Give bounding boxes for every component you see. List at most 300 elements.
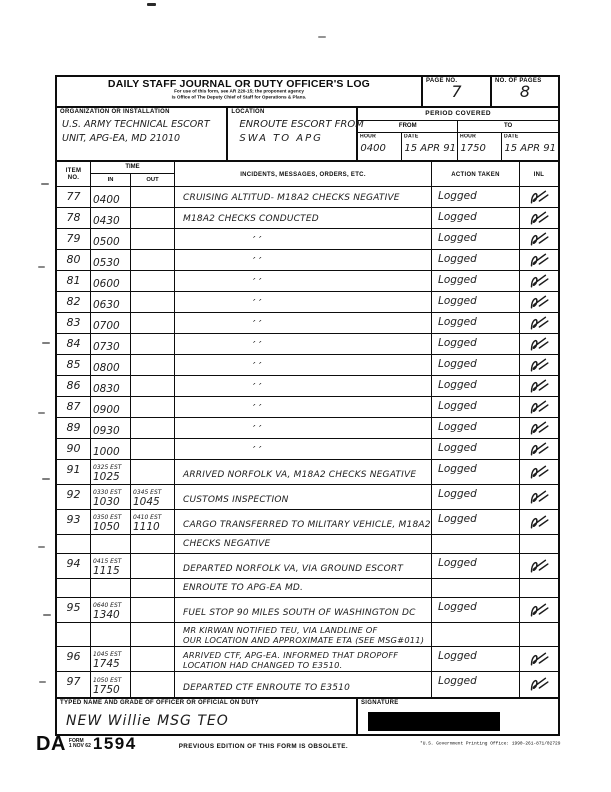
incident-text: DEPARTED NORFOLK VA, VIA GROUND ESCORT — [183, 564, 404, 574]
location-block — [228, 108, 364, 160]
incidents-cell — [175, 187, 432, 207]
page-no-label: PAGE NO. — [426, 78, 458, 84]
incidents-cell — [175, 334, 432, 354]
action-taken: Logged — [432, 672, 520, 697]
incidents-cell — [175, 355, 432, 375]
initials-cell — [520, 397, 558, 417]
action-taken: Logged — [432, 647, 520, 671]
time-out-est: 0345 EST — [133, 489, 162, 496]
action-taken: Logged — [432, 208, 520, 228]
time-in-value: 0700 — [93, 320, 120, 332]
table-column-headers — [57, 160, 558, 186]
initials-cell — [520, 535, 558, 553]
initials-scribble — [526, 229, 552, 248]
location-value — [231, 116, 364, 146]
initials-cell — [520, 579, 558, 597]
initials-scribble — [526, 512, 552, 531]
initials-cell — [520, 292, 558, 312]
col-in: IN — [91, 174, 131, 187]
time-in — [91, 485, 131, 509]
action-taken: Logged — [432, 187, 520, 207]
time-in — [91, 672, 131, 697]
typed-name-label: TYPED NAME AND GRADE OF OFFICER OR OFFICIAL ON DUTY — [60, 700, 259, 706]
table-row — [57, 672, 558, 697]
organization-block — [57, 108, 228, 160]
title-block — [57, 77, 423, 106]
table-row — [57, 647, 558, 672]
item-no: 95 — [57, 598, 91, 622]
page-no-value: 7 — [451, 82, 462, 101]
time-in — [91, 271, 131, 291]
item-no: 78 — [57, 208, 91, 228]
initials-cell — [520, 554, 558, 578]
incidents-cell — [175, 510, 432, 534]
form-number: 1594 — [92, 734, 137, 753]
item-no — [57, 579, 91, 597]
item-no — [57, 535, 91, 553]
scan-artifact — [38, 266, 45, 268]
incident-text: ENROUTE TO APG-EA MD. — [183, 583, 304, 593]
initials-cell — [520, 229, 558, 249]
initials-scribble — [526, 418, 552, 437]
table-row — [57, 187, 558, 208]
time-out — [131, 418, 175, 438]
ditto-mark: ′ ′ — [253, 402, 262, 415]
item-no: 91 — [57, 460, 91, 484]
table-row — [57, 485, 558, 510]
col-in-out — [91, 174, 174, 187]
time-in-value: 1050 — [93, 521, 120, 533]
table-row — [57, 313, 558, 334]
initials-cell — [520, 376, 558, 396]
incident-text: CUSTOMS INSPECTION — [183, 495, 289, 505]
table-row — [57, 376, 558, 397]
time-in-est: 0330 EST — [93, 489, 122, 496]
time-in-value: 1745 — [93, 658, 120, 670]
typed-name-block — [57, 699, 358, 734]
form-subtitle-line2: is Office of The Deputy Chief of Staff for Operations & Plans. — [171, 94, 307, 100]
item-no: 97 — [57, 672, 91, 697]
scan-artifact — [38, 412, 45, 414]
incident-text: CARGO TRANSFERRED TO MILITARY VEHICLE, M18A2 — [183, 520, 431, 530]
incidents-cell — [175, 313, 432, 333]
form-edition — [69, 739, 91, 749]
incidents-cell — [175, 418, 432, 438]
table-row — [57, 292, 558, 313]
initials-cell — [520, 598, 558, 622]
table-row — [57, 554, 558, 579]
time-in — [91, 460, 131, 484]
scan-artifact — [38, 546, 45, 548]
incidents-cell — [175, 208, 432, 228]
from-date-value: 15 APR 91 — [404, 143, 456, 154]
initials-cell — [520, 250, 558, 270]
table-row — [57, 535, 558, 554]
time-out — [131, 208, 175, 228]
time-in-value: 0800 — [93, 362, 120, 374]
time-in — [91, 229, 131, 249]
action-taken: Logged — [432, 397, 520, 417]
to-date-value: 15 APR 91 — [504, 143, 556, 154]
time-in-est: 0415 EST — [93, 558, 122, 565]
item-no: 83 — [57, 313, 91, 333]
incidents-cell — [175, 271, 432, 291]
action-taken — [432, 623, 520, 646]
action-taken: Logged — [432, 376, 520, 396]
form-footer — [36, 734, 348, 754]
time-in — [91, 397, 131, 417]
action-taken: Logged — [432, 598, 520, 622]
action-taken: Logged — [432, 271, 520, 291]
item-no: 79 — [57, 229, 91, 249]
initials-scribble — [526, 271, 552, 290]
time-in-value: 1030 — [93, 496, 120, 508]
initials-cell — [520, 510, 558, 534]
hour-date-cells — [358, 133, 558, 160]
table-row — [57, 439, 558, 460]
incidents-cell — [175, 460, 432, 484]
form-title: DAILY STAFF JOURNAL OR DUTY OFFICER'S LOG — [107, 78, 371, 90]
item-no: 93 — [57, 510, 91, 534]
item-no: 94 — [57, 554, 91, 578]
time-in — [91, 376, 131, 396]
incident-text: CRUISING ALTITUD- M18A2 CHECKS NEGATIVE — [183, 193, 400, 203]
time-in — [91, 250, 131, 270]
incidents-cell — [175, 376, 432, 396]
item-no: 81 — [57, 271, 91, 291]
table-row — [57, 510, 558, 535]
action-taken: Logged — [432, 460, 520, 484]
incidents-cell — [175, 292, 432, 312]
location-line2: SWA TO APG — [239, 133, 323, 144]
action-taken: Logged — [432, 292, 520, 312]
initials-cell — [520, 485, 558, 509]
item-no: 80 — [57, 250, 91, 270]
initials-scribble — [526, 649, 552, 668]
incident-text: FUEL STOP 90 MILES SOUTH OF WASHINGTON DC — [183, 608, 416, 618]
time-out — [131, 485, 175, 509]
time-in-value: 0830 — [93, 383, 120, 395]
initials-cell — [520, 334, 558, 354]
item-no: 86 — [57, 376, 91, 396]
time-in-value: 0730 — [93, 341, 120, 353]
initials-scribble — [526, 187, 552, 206]
time-in-est: 0325 EST — [93, 464, 122, 471]
table-row — [57, 460, 558, 485]
initials-scribble — [526, 334, 552, 353]
item-no: 77 — [57, 187, 91, 207]
initials-cell — [520, 647, 558, 671]
incident-text: DEPARTED CTF ENROUTE TO E3510 — [183, 683, 351, 693]
initials-cell — [520, 460, 558, 484]
time-out — [131, 355, 175, 375]
item-no: 85 — [57, 355, 91, 375]
incidents-cell — [175, 397, 432, 417]
gpo-note: *U.S. Government Printing Office: 1990-261-871/02729 — [420, 741, 561, 747]
organization-label: ORGANIZATION OR INSTALLATION — [60, 109, 170, 115]
from-label: FROM — [358, 121, 458, 132]
time-in — [91, 510, 131, 534]
time-in-value: 1025 — [93, 471, 120, 483]
initials-scribble — [526, 355, 552, 374]
incident-text: M18A2 CHECKS CONDUCTED — [183, 214, 319, 224]
col-item-line1: ITEM — [65, 167, 82, 174]
time-in-value: 0930 — [93, 425, 120, 437]
item-no — [57, 623, 91, 646]
time-in — [91, 439, 131, 459]
col-item-no — [57, 162, 91, 187]
ditto-mark: ′ ′ — [253, 318, 262, 331]
time-in-value: 1750 — [93, 684, 120, 696]
item-no: 96 — [57, 647, 91, 671]
form-header-2 — [57, 106, 558, 160]
time-in-value: 0900 — [93, 404, 120, 416]
initials-scribble — [526, 556, 552, 575]
time-out — [131, 397, 175, 417]
action-taken — [432, 579, 520, 597]
organization-value — [60, 116, 223, 146]
time-out-est: 0410 EST — [133, 514, 162, 521]
time-out — [131, 250, 175, 270]
da-form-1594 — [55, 75, 560, 736]
table-row — [57, 598, 558, 623]
scan-artifact — [42, 342, 50, 344]
scan-artifact — [41, 183, 49, 185]
incidents-cell — [175, 579, 432, 597]
time-in — [91, 292, 131, 312]
scan-artifact — [42, 478, 50, 480]
to-hour-value: 1750 — [460, 143, 486, 154]
col-out: OUT — [146, 177, 159, 183]
time-in-est: 0640 EST — [93, 602, 122, 609]
table-row — [57, 229, 558, 250]
ditto-mark: ′ ′ — [253, 339, 262, 352]
incidents-cell — [175, 229, 432, 249]
col-incidents: INCIDENTS, MESSAGES, ORDERS, ETC. — [175, 162, 432, 187]
initials-cell — [520, 271, 558, 291]
time-out — [131, 623, 175, 646]
incidents-cell — [175, 647, 432, 671]
initials-scribble — [526, 487, 552, 506]
incident-text: CHECKS NEGATIVE — [183, 539, 271, 549]
period-covered-block — [358, 108, 558, 160]
ditto-mark: ′ ′ — [253, 276, 262, 289]
initials-scribble — [526, 313, 552, 332]
time-in — [91, 598, 131, 622]
scan-artifact — [39, 681, 46, 683]
form-subtitle-line1: For use of this form, see AR 220-15; the proponent agency — [174, 89, 304, 94]
obsolete-note: PREVIOUS EDITION OF THIS FORM IS OBSOLETE. — [178, 743, 349, 750]
location-line1: ENROUTE ESCORT FROM — [239, 119, 364, 130]
time-out-value: 1045 — [133, 496, 160, 508]
incidents-cell — [175, 598, 432, 622]
from-date-cell — [402, 133, 458, 160]
time-out — [131, 187, 175, 207]
col-initials: INL — [533, 171, 545, 178]
initials-cell — [520, 418, 558, 438]
incidents-cell — [175, 672, 432, 697]
table-row — [57, 334, 558, 355]
action-taken: Logged — [432, 510, 520, 534]
action-taken: Logged — [432, 334, 520, 354]
time-out — [131, 598, 175, 622]
time-out — [131, 647, 175, 671]
incidents-cell — [175, 554, 432, 578]
incidents-cell — [175, 535, 432, 553]
table-row — [57, 355, 558, 376]
table-row — [57, 250, 558, 271]
action-taken: Logged — [432, 418, 520, 438]
to-date-cell — [502, 133, 558, 160]
item-no: 87 — [57, 397, 91, 417]
table-row — [57, 271, 558, 292]
time-in — [91, 355, 131, 375]
item-no: 90 — [57, 439, 91, 459]
from-date-label: DATE — [404, 134, 419, 140]
time-out — [131, 579, 175, 597]
time-out — [131, 439, 175, 459]
time-out — [131, 510, 175, 534]
time-in-value: 1000 — [93, 446, 120, 458]
initials-cell — [520, 187, 558, 207]
signature-band — [57, 697, 558, 734]
table-row — [57, 418, 558, 439]
time-out — [131, 271, 175, 291]
action-taken: Logged — [432, 554, 520, 578]
action-taken: Logged — [432, 250, 520, 270]
incident-text: OUR LOCATION AND APPROXIMATE ETA (SEE MSG#011) — [183, 635, 425, 645]
time-in-value: 0600 — [93, 278, 120, 290]
time-in — [91, 535, 131, 553]
time-out — [131, 535, 175, 553]
time-in — [91, 334, 131, 354]
typed-name-value: NEW Willie MSG TEO — [66, 713, 229, 729]
incident-text: LOCATION HAD CHANGED TO E3510. — [183, 660, 343, 670]
item-no: 82 — [57, 292, 91, 312]
no-of-pages-value: 8 — [519, 82, 531, 101]
initials-scribble — [526, 439, 552, 458]
ditto-mark: ′ ′ — [253, 297, 262, 310]
initials-scribble — [526, 292, 552, 311]
time-in — [91, 187, 131, 207]
ditto-mark: ′ ′ — [253, 360, 262, 373]
col-action-taken: ACTION TAKEN — [432, 162, 520, 187]
action-taken: Logged — [432, 229, 520, 249]
time-in-value: 1340 — [93, 609, 120, 621]
time-in-value: 0530 — [93, 257, 120, 269]
ditto-mark: ′ ′ — [253, 444, 262, 457]
initials-cell — [520, 313, 558, 333]
ditto-mark: ′ ′ — [253, 234, 262, 247]
initials-scribble — [526, 376, 552, 395]
table-row — [57, 397, 558, 418]
initials-scribble — [526, 208, 552, 227]
col-time: TIME — [91, 162, 174, 174]
item-no: 92 — [57, 485, 91, 509]
no-of-pages-block — [492, 77, 558, 106]
incidents-cell — [175, 623, 432, 646]
time-in-value: 0630 — [93, 299, 120, 311]
incidents-cell — [175, 485, 432, 509]
time-in — [91, 554, 131, 578]
incidents-cell — [175, 250, 432, 270]
time-in — [91, 647, 131, 671]
page-no-block — [423, 77, 492, 106]
ditto-mark: ′ ′ — [253, 381, 262, 394]
table-row — [57, 208, 558, 229]
col-item-line2: NO. — [67, 174, 80, 181]
from-to-header — [358, 121, 558, 133]
time-in-value: 0430 — [93, 215, 120, 227]
log-entries — [57, 186, 558, 697]
scan-artifact — [43, 614, 51, 616]
initials-cell — [520, 355, 558, 375]
incident-text: ARRIVED CTF, APG-EA. INFORMED THAT DROPOFF — [183, 650, 399, 660]
redacted-signature — [368, 712, 500, 731]
initials-scribble — [526, 675, 552, 694]
table-row — [57, 623, 558, 647]
time-out-value: 1110 — [133, 521, 160, 533]
time-in — [91, 623, 131, 646]
action-taken: Logged — [432, 485, 520, 509]
initials-cell — [520, 208, 558, 228]
form-word: FORM — [68, 738, 84, 744]
from-hour-value: 0400 — [360, 143, 386, 154]
time-in — [91, 208, 131, 228]
organization-line2: UNIT, APG-EA, MD 21010 — [62, 133, 181, 144]
initials-cell — [520, 672, 558, 697]
from-hour-cell — [358, 133, 402, 160]
da-prefix: DA — [36, 733, 66, 755]
action-taken: Logged — [432, 439, 520, 459]
time-in-est: 1045 EST — [93, 651, 122, 658]
period-covered-label: PERIOD COVERED — [358, 108, 558, 121]
item-no: 84 — [57, 334, 91, 354]
signature-block — [358, 699, 558, 734]
signature-label: SIGNATURE — [361, 700, 399, 706]
action-taken — [432, 535, 520, 553]
time-in-value: 0400 — [93, 194, 120, 206]
to-hour-cell — [458, 133, 502, 160]
initials-cell — [520, 439, 558, 459]
initials-scribble — [526, 397, 552, 416]
incident-text: ARRIVED NORFOLK VA, M18A2 CHECKS NEGATIVE — [183, 470, 417, 480]
table-row — [57, 579, 558, 598]
to-label: TO — [503, 123, 513, 129]
to-hour-label: HOUR — [460, 134, 477, 140]
time-in-value: 0500 — [93, 236, 120, 248]
initials-scribble — [526, 600, 552, 619]
organization-line1: U.S. ARMY TECHNICAL ESCORT — [62, 119, 210, 130]
initials-scribble — [526, 462, 552, 481]
initials-scribble — [526, 250, 552, 269]
incidents-cell — [175, 439, 432, 459]
time-in-value: 1115 — [93, 565, 120, 577]
time-out — [131, 672, 175, 697]
time-out — [131, 376, 175, 396]
time-out — [131, 334, 175, 354]
form-edition-date: 1 NOV 62 — [68, 743, 91, 749]
scan-artifact — [147, 3, 156, 6]
ditto-mark: ′ ′ — [253, 255, 262, 268]
col-time-group — [91, 162, 175, 187]
action-taken: Logged — [432, 313, 520, 333]
initials-cell — [520, 623, 558, 646]
scan-artifact — [318, 36, 326, 38]
incident-text: MR KIRWAN NOTIFIED TEU, VIA LANDLINE OF — [183, 625, 378, 635]
location-label: LOCATION — [231, 109, 265, 115]
time-in — [91, 418, 131, 438]
